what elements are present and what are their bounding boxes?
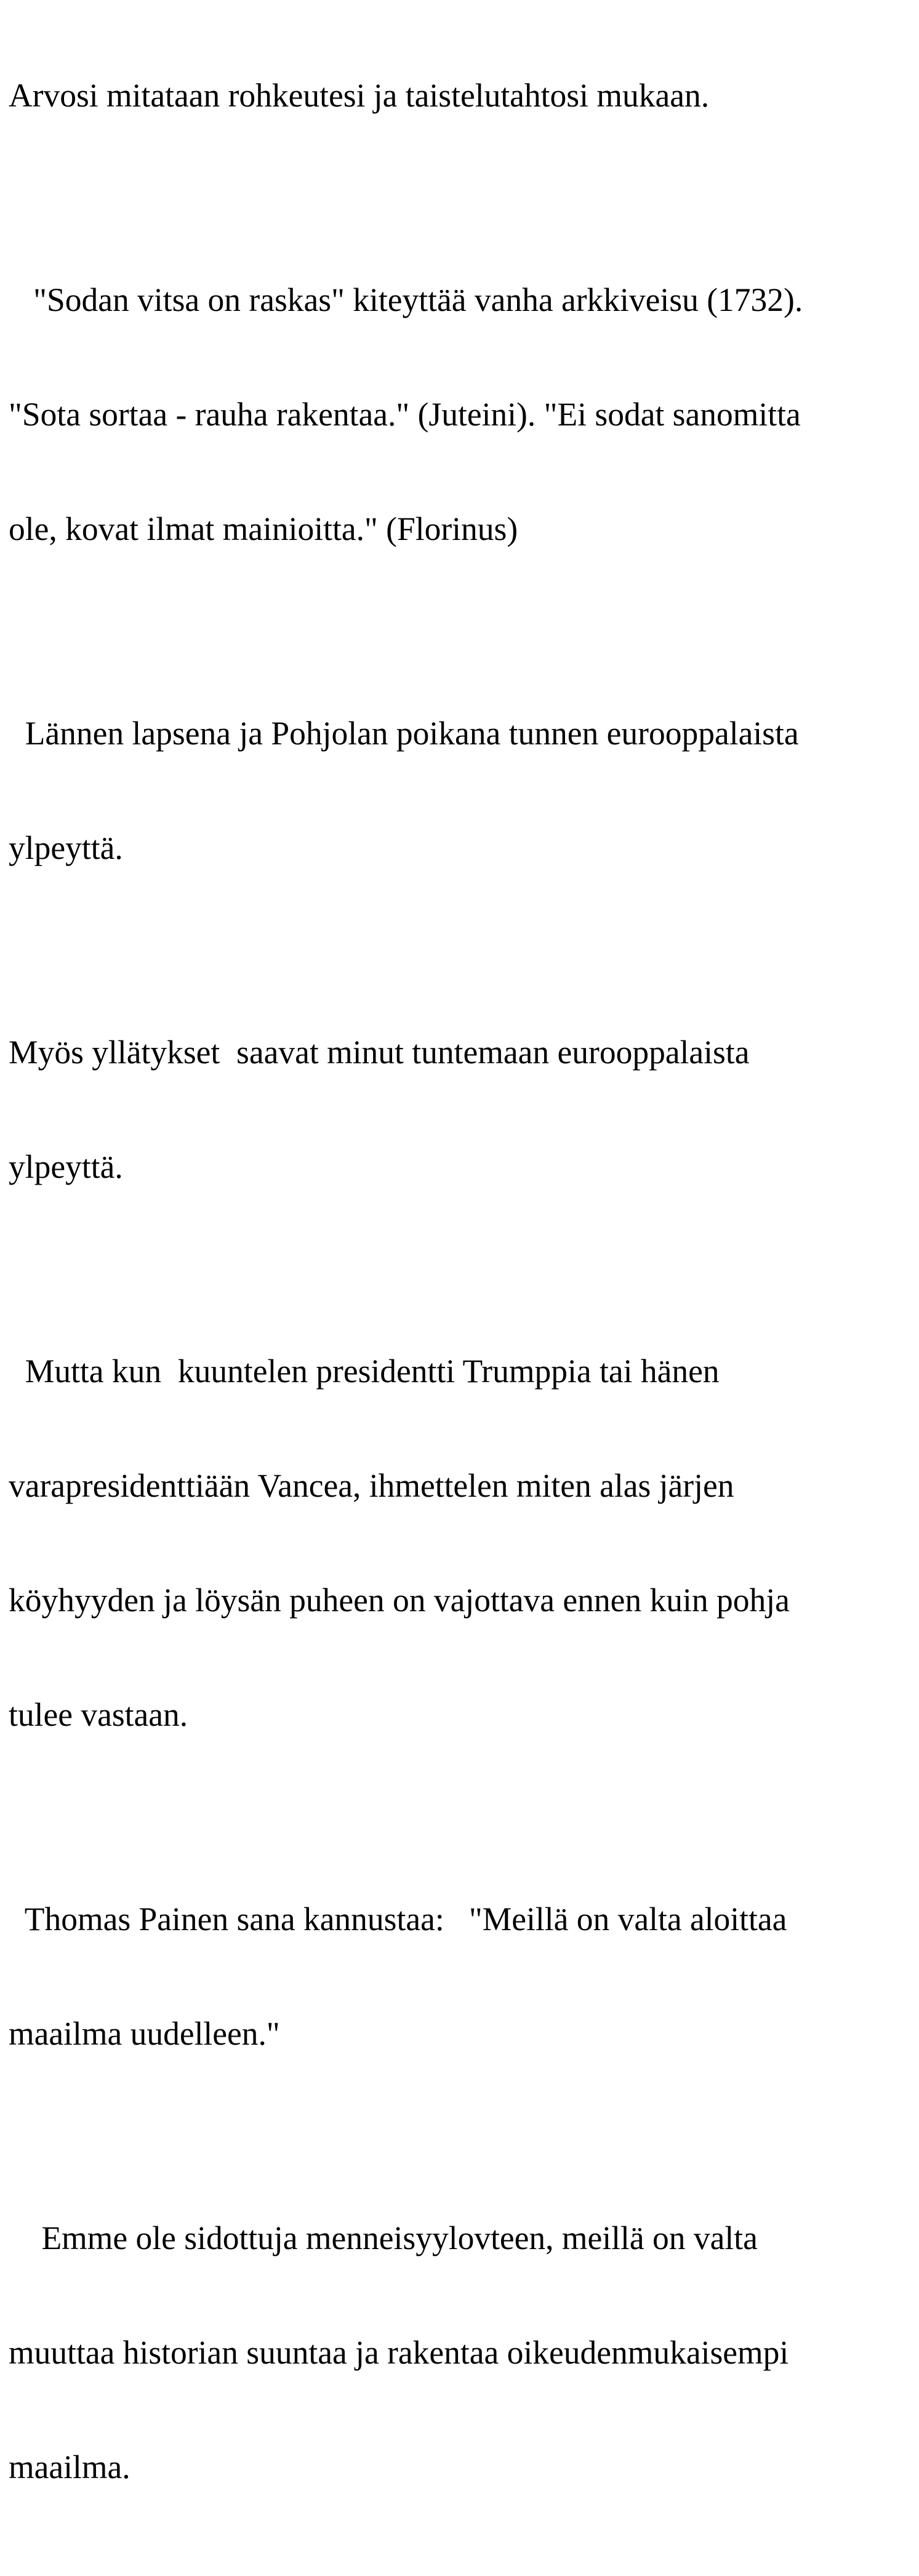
text-line: Mutta kun kuuntelen presidentti Trumppia tai hänen bbox=[9, 1353, 720, 1390]
text-line: muuttaa historian suuntaa ja rakentaa oikeudenmukaisempi bbox=[9, 2334, 789, 2371]
text-line: Thomas Painen sana kannustaa: "Meillä on valta aloittaa bbox=[9, 1901, 787, 1938]
paragraph-2 bbox=[9, 204, 910, 624]
text-line: Emme ole sidottuja menneisyylovteen, meillä on valta bbox=[9, 2220, 758, 2256]
text-line: ole, kovat ilmat mainioitta." (Florinus) bbox=[9, 510, 518, 547]
text-line: Arvosi mitataan rohkeutesi ja taistelutahtosi mukaan. bbox=[9, 77, 710, 114]
text-line: "Sota sortaa - rauha rakentaa." (Juteini). "Ei sodat sanomitta bbox=[9, 396, 801, 433]
text-line: tulee vastaan. bbox=[9, 1696, 188, 1733]
document-body bbox=[9, 0, 910, 2576]
text-line: varapresidenttiään Vancea, ihmettelen miten alas järjen bbox=[9, 1467, 734, 1504]
paragraph-1 bbox=[9, 0, 910, 191]
paragraph-6 bbox=[9, 1824, 910, 2129]
text-line: "Sodan vitsa on raskas" kiteyttää vanha arkkiveisu (1732). bbox=[9, 281, 803, 318]
paragraph-3 bbox=[9, 638, 910, 943]
paragraph-4 bbox=[9, 957, 910, 1262]
text-line: Lännen lapsena ja Pohjolan poikana tunnen eurooppalaista bbox=[9, 715, 799, 752]
text-line: ylpeyttä. bbox=[9, 829, 123, 866]
text-line: ylpeyttä. bbox=[9, 1148, 123, 1185]
text-line: maailma uudelleen." bbox=[9, 2015, 280, 2052]
text-line: maailma. bbox=[9, 2449, 130, 2485]
text-line: Myös yllätykset saavat minut tuntemaan eurooppalaista bbox=[9, 1034, 750, 1071]
paragraph-5 bbox=[9, 1276, 910, 1810]
paragraph-7 bbox=[9, 2143, 910, 2562]
text-line: köyhyyden ja löysän puheen on vajottava ennen kuin pohja bbox=[9, 1582, 790, 1619]
